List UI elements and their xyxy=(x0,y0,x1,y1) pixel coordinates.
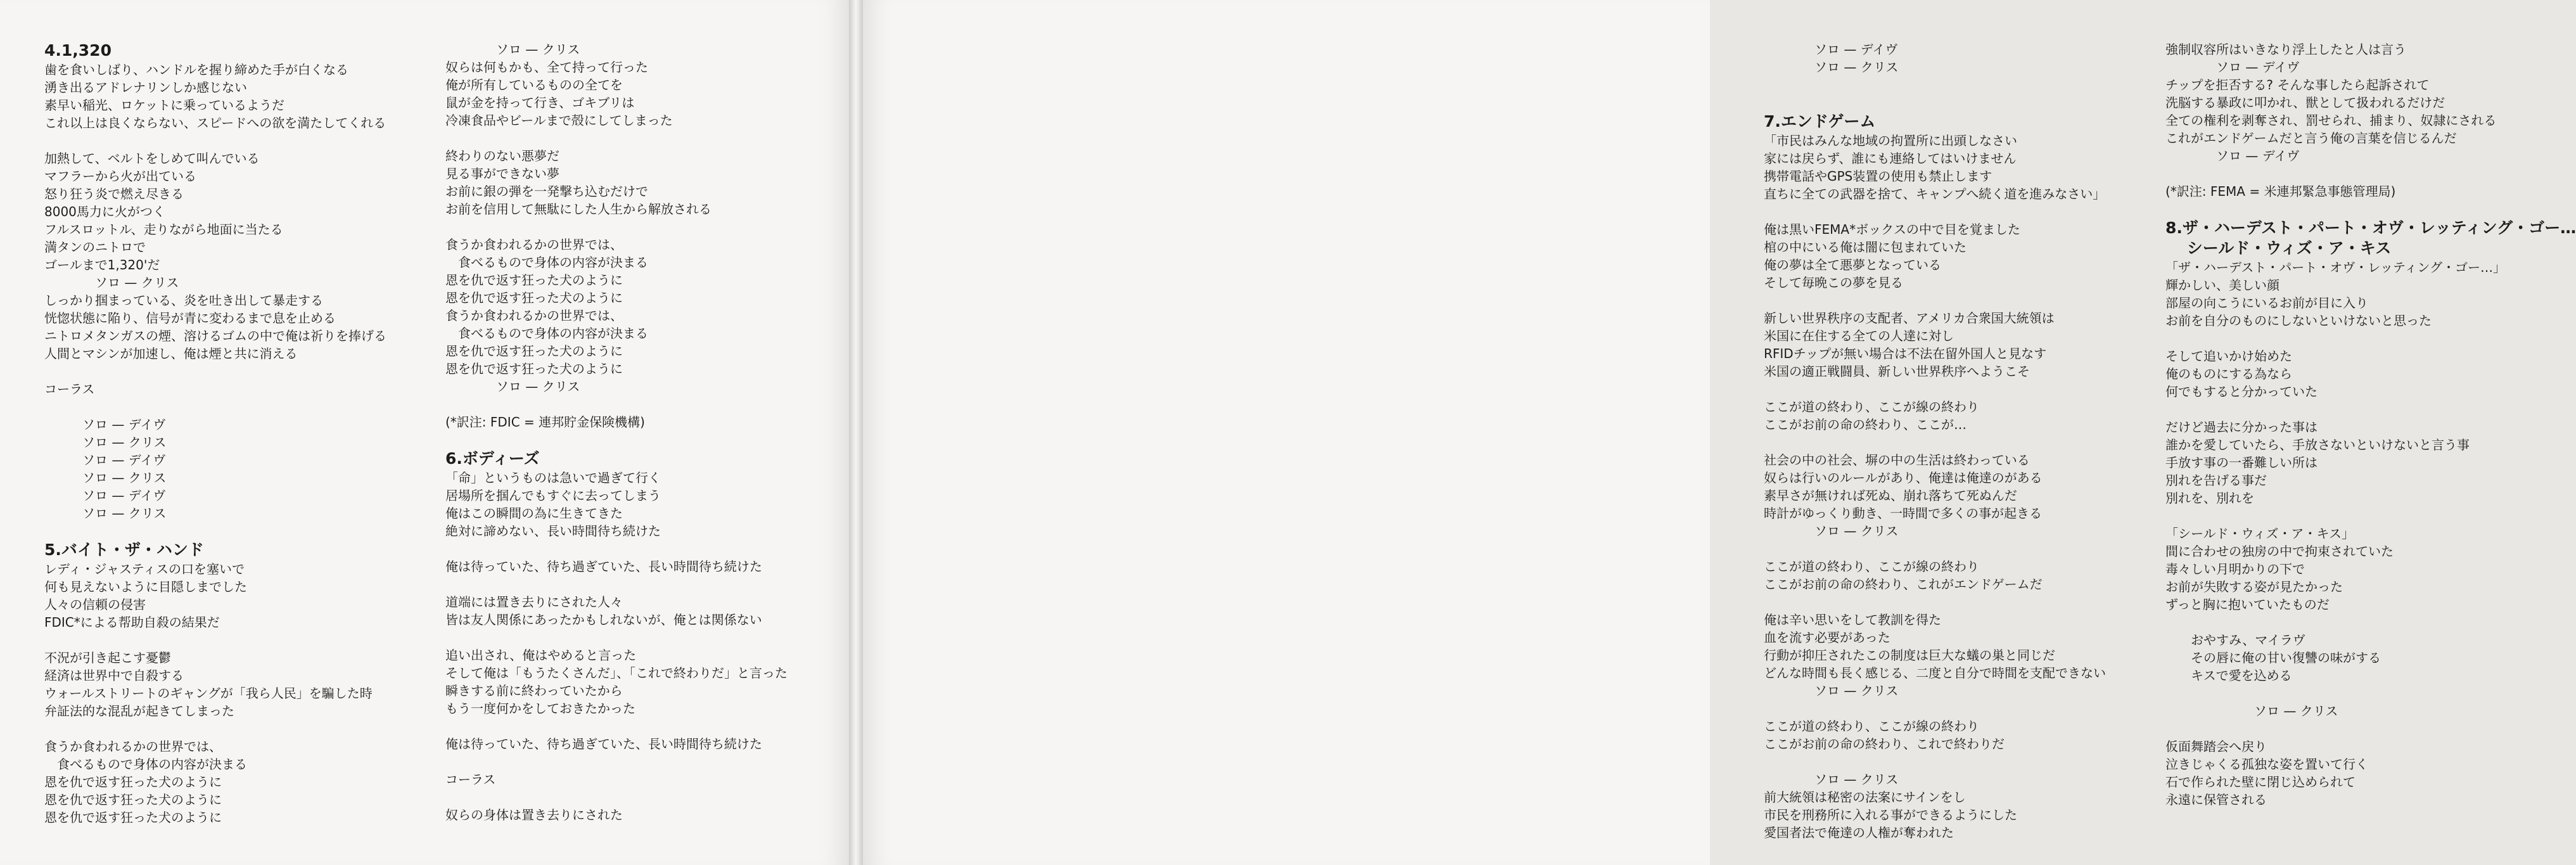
lyric-line: 食うか食われるかの世界では、 xyxy=(445,308,623,323)
lyric-line: ここがお前の命の終わり、これで終わりだ xyxy=(1764,736,2005,752)
lyric-line: 加熱して、ベルトをしめて叫んでいる xyxy=(44,151,260,166)
lyric-line: ソロ — クリス xyxy=(1764,523,1899,539)
blank-line xyxy=(1764,593,2119,611)
lyric-line: ソロ — デイヴ xyxy=(44,452,166,468)
lyric-line: 石で作られた壁に閉じ込められて xyxy=(2165,774,2356,790)
lyric-line: キスで愛を込める xyxy=(2165,668,2292,683)
lyric-line: 時計がゆっくり動き、一時間で多くの事が起きる xyxy=(1764,506,2042,521)
lyric-line: 棺の中にいる俺は闇に包まれていた xyxy=(1764,240,1967,255)
lyric-line: ソロ — クリス xyxy=(1764,683,1899,698)
blank-line xyxy=(445,575,800,593)
lyric-line: 恩を仇で返す狂った犬のように xyxy=(445,343,623,359)
lyric-line: 泣きじゃくる孤独な姿を置いて行く xyxy=(2165,757,2368,772)
lyric-line: 奴らは行いのルールがあり、俺達は俺達のがある xyxy=(1764,470,2043,485)
lyrics-column-2 xyxy=(445,41,800,824)
lyric-line: (*訳注: FEMA = 米連邦緊急事態管理局) xyxy=(2165,184,2396,199)
lyric-line: ソロ — クリス xyxy=(44,470,167,485)
blank-line xyxy=(445,753,800,771)
lyric-line: 素早い稲光、ロケットに乗っているようだ xyxy=(44,98,284,113)
blank-line xyxy=(44,398,399,416)
blank-line xyxy=(445,788,800,806)
lyric-line: 恩を仇で返す狂った犬のように xyxy=(445,290,623,305)
blank-line xyxy=(2165,200,2546,218)
lyric-line: ここがお前の命の終わり、ここが… xyxy=(1764,417,1967,432)
lyric-line: お前を信用して無駄にした人生から解放される xyxy=(445,202,711,217)
lyric-line: 不況が引き起こす憂鬱 xyxy=(44,650,171,665)
left-page xyxy=(0,0,849,865)
lyric-line: ソロ — デイヴ xyxy=(2165,148,2300,163)
lyric-line: 追い出され、俺はやめると言った xyxy=(445,648,637,663)
lyric-line: ソロ — デイヴ xyxy=(1764,42,1898,57)
lyric-line: もう一度何かをしておきたかった xyxy=(445,701,635,716)
lyric-line: 米国の適正戦闘員、新しい世界秩序へようこそ xyxy=(1764,364,2030,379)
blank-line xyxy=(2165,720,2546,738)
blank-line xyxy=(445,629,800,646)
lyric-line: ソロ — クリス xyxy=(44,275,179,290)
lyric-line: これ以上は良くならない、スピードへの欲を満たしてくれる xyxy=(44,115,386,131)
lyric-line: 血を流す必要があった xyxy=(1764,630,1891,645)
lyric-line: ここが道の終わり、ここが線の終わり xyxy=(1764,399,1979,414)
lyric-line: (*訳注: FDIC = 連邦貯金保険機構) xyxy=(445,414,645,430)
lyric-line: 恩を仇で返す狂った犬のように xyxy=(44,792,222,807)
lyric-line: ソロ — クリス xyxy=(445,42,580,57)
blank-line xyxy=(1764,76,2119,94)
blank-line xyxy=(2165,684,2546,702)
lyric-line: 携帯電話やGPS装置の使用も禁止します xyxy=(1764,169,1993,184)
lyric-line: コーラス xyxy=(44,381,95,397)
lyric-line: 恩を仇で返す狂った犬のように xyxy=(44,810,222,825)
lyric-line: 部屋の向こうにいるお前が目に入り xyxy=(2165,295,2368,311)
lyric-line: 手放す事の一番難しい所は xyxy=(2165,455,2318,470)
lyric-line: ソロ — クリス xyxy=(44,506,167,521)
lyric-line: 別れを告げる事だ xyxy=(2165,473,2267,488)
lyric-line: 俺の夢は全て悪夢となっている xyxy=(1764,257,1941,272)
lyric-line: 冷凍食品やビールまで殻にしてしまった xyxy=(445,113,673,128)
lyric-line: 瞬きする前に終わっていたから xyxy=(445,683,623,698)
lyrics-column-4 xyxy=(2165,41,2576,809)
blank-line xyxy=(2165,165,2546,183)
blank-line xyxy=(44,362,399,380)
lyric-line: 別れを、別れを xyxy=(2165,490,2254,506)
lyric-line: お前に銀の弾を一発撃ち込むだけで xyxy=(445,184,648,199)
blank-line xyxy=(44,132,399,150)
lyric-line: ここが道の終わり、ここが線の終わり xyxy=(1764,719,1979,734)
lyric-line: 経済は世界中で自殺する xyxy=(44,668,184,683)
lyric-line: これがエンドゲームだと言う俺の言葉を信じるんだ xyxy=(2165,131,2457,146)
lyric-line: ゴールまで1,320'だ xyxy=(44,257,160,272)
lyric-line: 「命」というものは急いで過ぎて行く xyxy=(445,470,661,485)
lyric-line: 「シールド・ウィズ・ア・キス」 xyxy=(2165,526,2354,541)
lyric-line: 社会の中の社会、塀の中の生活は終わっている xyxy=(1764,452,2030,468)
lyric-line: 輝かしい、美しい顔 xyxy=(2165,278,2280,293)
lyric-line: 新しい世界秩序の支配者、アメリカ合衆国大統領は xyxy=(1764,311,2055,326)
blank-line xyxy=(1764,380,2119,398)
lyric-line: 俺のものにする為なら xyxy=(2165,366,2292,381)
blank-line xyxy=(2165,400,2546,418)
lyric-line: 毒々しい月明かりの下で xyxy=(2165,561,2305,577)
lyric-line: 奴らの身体は置き去りにされた xyxy=(445,807,623,823)
lyric-line: 8000馬力に火がつく xyxy=(44,204,165,219)
lyric-line: 食べるもので身体の内容が決まる xyxy=(445,255,648,270)
lyric-line: 何も見えないように目隠しまでした xyxy=(44,579,247,594)
lyric-line: 俺は待っていた、待ち過ぎていた、長い時間待ち続けた xyxy=(445,736,762,752)
lyric-line: ソロ — デイヴ xyxy=(44,417,166,432)
lyric-line: ソロ — クリス xyxy=(445,379,580,394)
right-page xyxy=(863,0,2576,865)
blank-line xyxy=(445,218,800,236)
lyric-line: 歯を食いしばり、ハンドルを握り締めた手が白くなる xyxy=(44,62,348,77)
lyric-line: フルスロットル、走りながら地面に当たる xyxy=(44,222,283,237)
lyric-line: どんな時間も長く感じる、二度と自分で時間を支配できない xyxy=(1764,665,2106,681)
lyric-line: そして毎晩この夢を見る xyxy=(1764,275,1903,290)
lyric-line: しっかり掴まっている、炎を吐き出して暴走する xyxy=(44,293,323,308)
lyric-line: 人間とマシンが加速し、俺は煙と共に消える xyxy=(44,346,298,361)
lyric-line: ソロ — クリス xyxy=(1764,60,1899,75)
lyric-line: その唇に俺の甘い復讐の味がする xyxy=(2165,650,2381,665)
lyric-line: ソロ — クリス xyxy=(44,435,167,450)
lyric-line: 見る事ができない夢 xyxy=(445,166,559,181)
blank-line xyxy=(1764,700,2119,717)
lyric-line: ニトロメタンガスの煙、溶けるゴムの中で俺は祈りを捧げる xyxy=(44,328,386,343)
lyric-line: 絶対に諦めない、長い時間待ち続けた xyxy=(445,523,661,539)
song-title: 4.1,320 xyxy=(44,41,112,60)
lyric-line: 食うか食われるかの世界では、 xyxy=(445,237,623,252)
lyric-line: 洗脳する暴政に叩かれ、獣として扱われるだけだ xyxy=(2165,95,2445,110)
lyric-line: チップを拒否する? そんな事したら起訴されて xyxy=(2165,77,2430,93)
lyric-line: マフラーから火が出ている xyxy=(44,169,196,184)
blank-line xyxy=(44,522,399,540)
lyric-line: 行動が抑圧されたこの制度は巨大な蟻の巣と同じだ xyxy=(1764,648,2055,663)
lyric-line: 愛国者法で俺達の人権が奪われた xyxy=(1764,825,1954,840)
lyric-line: 食べるもので身体の内容が決まる xyxy=(445,326,648,341)
lyric-line: ここがお前の命の終わり、これがエンドゲームだ xyxy=(1764,577,2043,592)
lyric-line: 恩を仇で返す狂った犬のように xyxy=(445,361,623,376)
lyric-line: 全ての権利を剥奪され、罰せられ、捕まり、奴隷にされる xyxy=(2165,113,2497,128)
lyric-line: 恩を仇で返す狂った犬のように xyxy=(445,272,623,288)
lyric-line: ウォールストリートのギャングが「我ら人民」を騙した時 xyxy=(44,686,373,701)
lyric-line: 食べるもので身体の内容が決まる xyxy=(44,757,247,772)
lyric-line: 終わりのない悪夢だ xyxy=(445,148,559,163)
song-title: 5.バイト・ザ・ハンド xyxy=(44,541,204,559)
lyric-line: 居場所を掴んでもすぐに去ってしまう xyxy=(445,488,661,503)
blank-line xyxy=(445,129,800,147)
lyric-line: 永遠に保管される xyxy=(2165,792,2267,807)
lyric-line: 恩を仇で返す狂った犬のように xyxy=(44,774,222,790)
lyric-line: ソロ — デイヴ xyxy=(2165,60,2300,75)
lyric-line: 素早さが無ければ死ぬ、崩れ落ちて死ぬんだ xyxy=(1764,488,2017,503)
lyric-line: 怒り狂う炎で燃え尽きる xyxy=(44,186,184,202)
lyric-line: 前大統領は秘密の法案にサインをし xyxy=(1764,790,1966,805)
blank-line xyxy=(44,631,399,649)
lyric-line: FDIC*による帮助自殺の結果だ xyxy=(44,615,220,630)
blank-line xyxy=(1764,203,2119,221)
lyrics-column-1 xyxy=(44,41,399,826)
lyric-line: 強制収容所はいきなり浮上したと人は言う xyxy=(2165,42,2406,57)
lyric-line: おやすみ、マイラヴ xyxy=(2165,632,2305,648)
lyric-line: 鼠が金を持って行き、ゴキブリは xyxy=(445,95,635,110)
lyric-line: ソロ — デイヴ xyxy=(44,488,166,503)
blank-line xyxy=(445,717,800,735)
lyric-line: ソロ — クリス xyxy=(2165,703,2338,719)
lyric-line: だけど過去に分かった事は xyxy=(2165,420,2318,435)
blank-line xyxy=(2165,330,2546,347)
blank-line xyxy=(445,540,800,558)
lyric-line: コーラス xyxy=(445,772,496,787)
blank-line xyxy=(44,720,399,738)
blank-line xyxy=(2165,613,2546,631)
lyric-line: 人々の信頼の侵害 xyxy=(44,597,146,612)
song-title: 7.エンドゲーム xyxy=(1764,112,1876,131)
lyric-line: 道端には置き去りにされた人々 xyxy=(445,594,623,610)
lyric-line: RFIDチップが無い場合は不法在留外国人と見なす xyxy=(1764,346,2047,361)
lyric-line: 直ちに全ての武器を捨て、キャンプへ続く道を進みなさい」 xyxy=(1764,186,2106,202)
lyric-line: 仮面舞踏会へ戻り xyxy=(2165,739,2267,754)
lyric-line: 家には戻らず、誰にも連絡してはいけません xyxy=(1764,151,2017,166)
blank-line xyxy=(1764,292,2119,309)
song-title: 6.ボディーズ xyxy=(445,449,540,468)
lyric-line: そして追いかけ始めた xyxy=(2165,349,2292,364)
lyric-line: 湧き出るアドレナリンしか感じない xyxy=(44,80,247,95)
lyric-line: ここが道の終わり、ここが線の終わり xyxy=(1764,559,1979,574)
lyric-line: 俺は辛い思いをして教訓を得た xyxy=(1764,612,1941,627)
lyric-line: お前が失敗する姿が見たかった xyxy=(2165,579,2343,594)
lyric-line: 「ザ・ハーデスト・パート・オヴ・レッティング・ゴー…」 xyxy=(2165,260,2506,275)
lyric-line: 誰かを愛していたら、手放さないといけないと言う事 xyxy=(2165,437,2470,452)
blank-line xyxy=(2165,507,2546,525)
lyric-line: 弁証法的な混乱が起きてしまった xyxy=(44,703,234,719)
lyric-line: 市民を刑務所に入れる事ができるようにした xyxy=(1764,807,2017,823)
lyric-line: 俺は黒いFEMA*ボックスの中で目を覚ました xyxy=(1764,222,2020,237)
lyric-line: ソロ — クリス xyxy=(1764,772,1899,787)
lyric-line: 俺はこの瞬間の為に生きてきた xyxy=(445,506,623,521)
song-title: 8.ザ・ハーデスト・パート・オヴ・レッティング・ゴー… xyxy=(2165,219,2576,237)
lyric-line: お前を自分のものにしないといけないと思った xyxy=(2165,313,2432,328)
blank-line xyxy=(1764,753,2119,771)
lyrics-column-3 xyxy=(1764,41,2119,842)
lyric-line: そして俺は「もうたくさんだ」、「これで終わりだ」と言った xyxy=(445,665,787,681)
song-title: シールド・ウィズ・ア・キス xyxy=(2165,239,2392,257)
lyric-line: 間に合わせの独房の中で拘束されていた xyxy=(2165,544,2394,559)
lyric-line: 俺は待っていた、待ち過ぎていた、長い時間待ち続けた xyxy=(445,559,762,574)
lyric-line: 「市民はみんな地域の拘置所に出頭しなさい xyxy=(1764,133,2017,148)
lyric-line: 満タンのニトロで xyxy=(44,240,146,255)
blank-line xyxy=(1764,94,2119,112)
lyric-line: 皆は友人関係にあったかもしれないが、俺とは関係ない xyxy=(445,612,762,627)
lyric-line: 奴らは何もかも、全て持って行った xyxy=(445,60,648,75)
blank-line xyxy=(445,395,800,413)
lyric-line: 米国に在住する全ての人達に対し xyxy=(1764,328,1954,343)
lyric-line: ずっと胸に抱いていたものだ xyxy=(2165,597,2330,612)
lyric-line: 恍惚状態に陥り、信号が青に変わるまで息を止める xyxy=(44,311,336,326)
blank-line xyxy=(1764,433,2119,451)
lyric-line: 俺が所有しているものの全てを xyxy=(445,77,623,93)
blank-line xyxy=(445,431,800,449)
blank-line xyxy=(1764,540,2119,558)
book-gutter xyxy=(849,0,863,865)
lyric-line: 食うか食われるかの世界では、 xyxy=(44,739,222,754)
lyric-line: レディ・ジャスティスの口を塞いで xyxy=(44,561,245,577)
lyric-line: 何でもすると分かっていた xyxy=(2165,384,2318,399)
